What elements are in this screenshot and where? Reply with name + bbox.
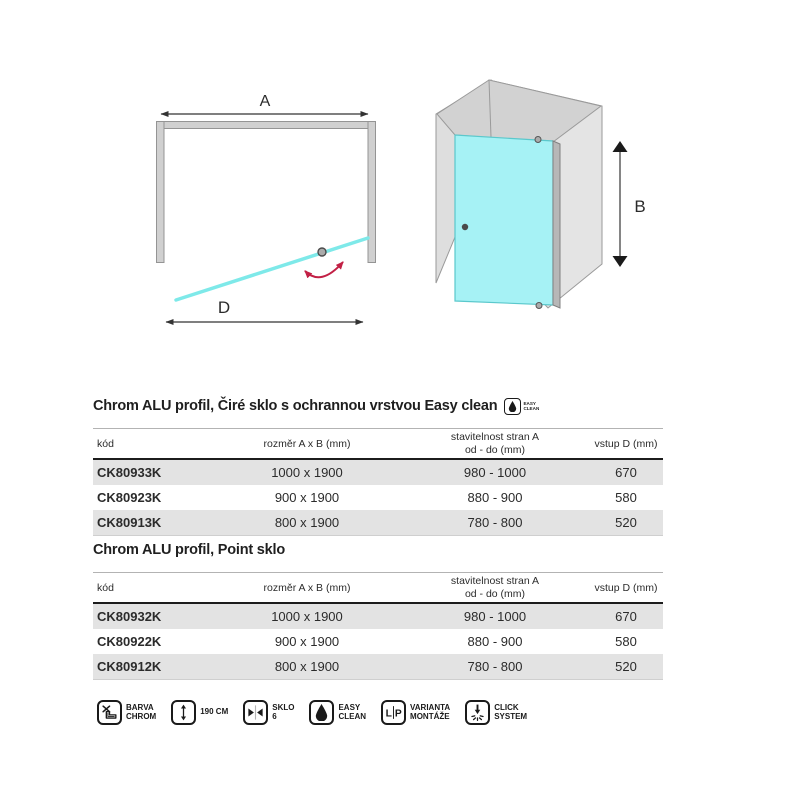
range-value: 980 - 1000 (463, 465, 527, 480)
table-row (93, 485, 663, 510)
section-easy-clean (93, 396, 663, 536)
feature-label: 190 CM (200, 707, 229, 717)
svg-text:L: L (385, 708, 392, 720)
range-value: 780 - 800 (467, 659, 523, 674)
feature-icons-row (97, 700, 527, 725)
size-value: 1000 x 1900 (271, 465, 343, 480)
range-value: 880 - 900 (467, 490, 523, 505)
size-value: 900 x 1900 (274, 490, 340, 505)
hinge-bottom (536, 303, 542, 309)
feature-click-system (465, 700, 527, 725)
iso-view-diagram (418, 52, 668, 327)
size-value: 900 x 1900 (274, 634, 340, 649)
col-header-kod: kód (97, 437, 114, 450)
col-header-vstup: vstup D (mm) (594, 581, 658, 594)
feature-easy-clean (309, 700, 366, 725)
col-header-stavitelnost: stavitelnost stran A od - do (mm) (450, 575, 540, 600)
feature-label: BARVA CHROM (126, 702, 157, 721)
frame-profile (157, 122, 376, 263)
range-value: 980 - 1000 (463, 609, 527, 624)
entry-value: 670 (615, 609, 637, 624)
product-code: CK80932K (97, 609, 162, 624)
glass-thickness-icon (243, 700, 268, 725)
range-value: 880 - 900 (467, 634, 523, 649)
entry-value: 520 (615, 659, 637, 674)
feature-height-190 (171, 700, 228, 725)
table-header (93, 572, 663, 604)
range-value: 780 - 800 (467, 515, 523, 530)
dimension-d-label: D (217, 298, 231, 317)
hinge-top (535, 137, 541, 143)
table-row (93, 510, 663, 536)
swing-arrow (305, 262, 343, 277)
entry-value: 520 (615, 515, 637, 530)
svg-text:P: P (394, 708, 402, 720)
table-row (93, 460, 663, 485)
product-code: CK80933K (97, 465, 162, 480)
height-icon (171, 700, 196, 725)
table-row (93, 654, 663, 680)
entry-value: 580 (615, 634, 637, 649)
feature-label: EASY CLEAN (338, 702, 367, 721)
click-system-icon (465, 700, 490, 725)
dimension-b-arrow (613, 141, 628, 267)
spec-table-easy-clean (93, 428, 663, 536)
dimension-b-label: B (634, 197, 646, 216)
section-point-sklo (93, 540, 663, 680)
feature-label: VARIANTA MONTÁŽE (410, 702, 451, 721)
col-header-vstup: vstup D (mm) (594, 437, 658, 450)
col-header-rozmer: rozměr A x B (mm) (263, 581, 351, 594)
col-header-stavitelnost: stavitelnost stran A od - do (mm) (450, 431, 540, 456)
easy-clean-icon (309, 700, 334, 725)
feature-barva-chrom (97, 700, 156, 725)
easy-clean-drop-icon (504, 398, 521, 415)
feature-label: CLICK SYSTEM (494, 702, 528, 721)
glass-door-open (176, 238, 368, 300)
feature-varianta-montaze (381, 700, 450, 725)
easy-clean-badge-text: EASY CLEAN (523, 400, 540, 411)
top-view-diagram (138, 82, 393, 342)
spec-table-point-sklo (93, 572, 663, 680)
feature-label: SKLO 6 (272, 702, 295, 721)
size-value: 1000 x 1900 (271, 609, 343, 624)
col-header-kod: kód (97, 581, 114, 594)
product-code: CK80922K (97, 634, 162, 649)
mount-variant-icon (381, 700, 406, 725)
dimension-a-label: A (259, 93, 271, 110)
table-row (93, 604, 663, 629)
table-row (93, 629, 663, 654)
feature-sklo-6 (243, 700, 294, 725)
door-side-profile (553, 141, 560, 308)
product-code: CK80913K (97, 515, 162, 530)
glass-door-panel (455, 135, 553, 305)
door-handle-knob (462, 224, 468, 230)
section-title: Chrom ALU profil, Čiré sklo s ochrannou vrstvou Easy clean (93, 398, 498, 414)
product-code: CK80912K (97, 659, 162, 674)
product-code: CK80923K (97, 490, 162, 505)
entry-value: 580 (615, 490, 637, 505)
size-value: 800 x 1900 (274, 659, 340, 674)
door-handle-dot (318, 248, 326, 256)
table-header (93, 428, 663, 460)
size-value: 800 x 1900 (274, 515, 340, 530)
entry-value: 670 (615, 465, 637, 480)
chrome-color-icon (97, 700, 122, 725)
col-header-rozmer: rozměr A x B (mm) (263, 437, 351, 450)
easy-clean-badge (504, 398, 539, 415)
section-title: Chrom ALU profil, Point sklo (93, 542, 286, 558)
